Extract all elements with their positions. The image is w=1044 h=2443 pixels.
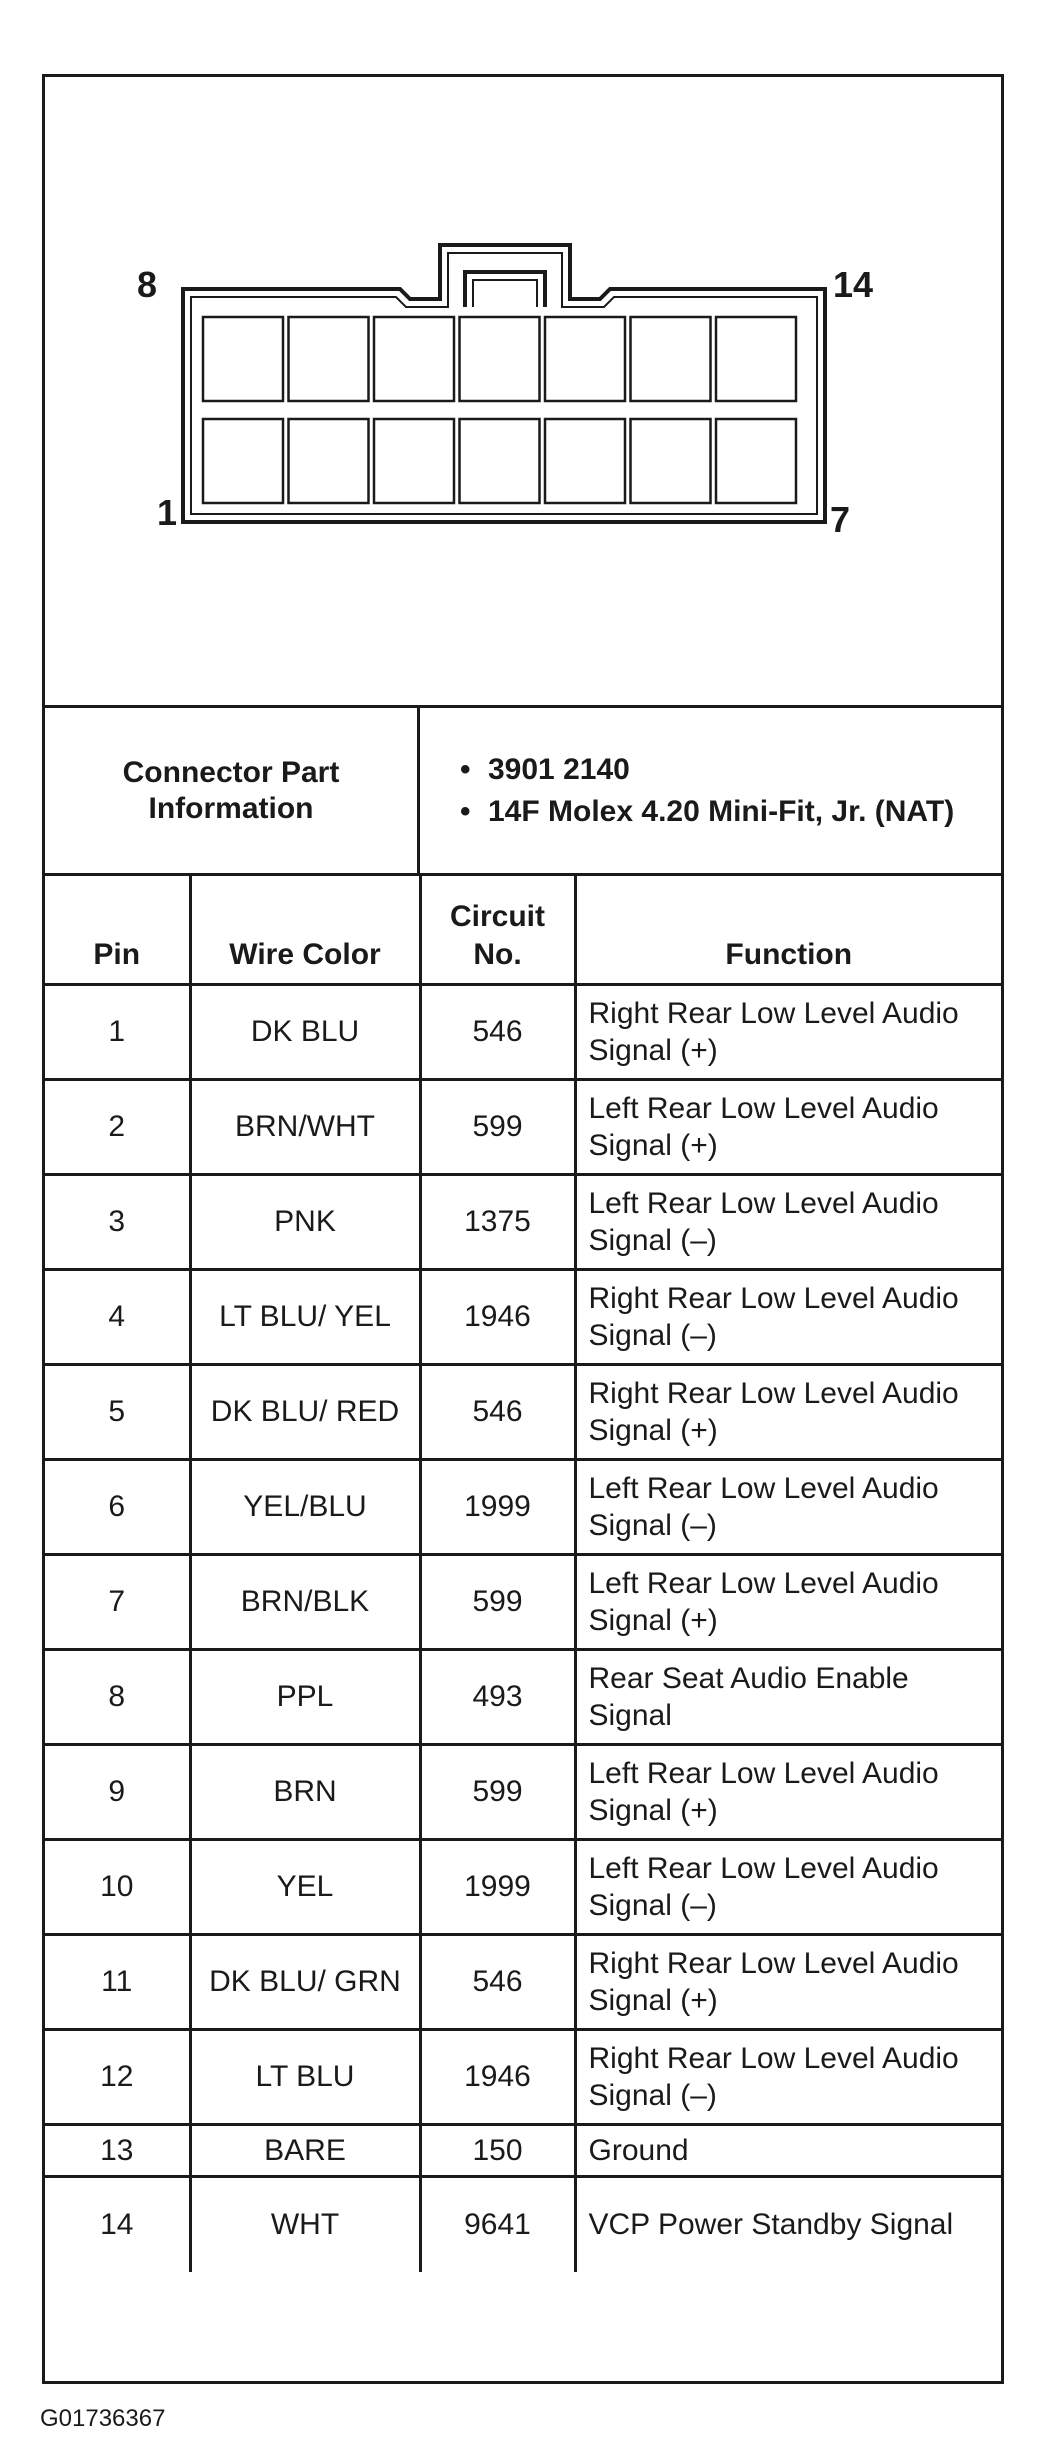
table-row [45,1935,1001,2030]
cell-circuit-no: 599 [420,1080,575,1175]
cell-wire-color: LT BLU/ YEL [190,1270,420,1365]
cell-function: Left Rear Low Level Audio Signal (–) [575,1175,1001,1270]
connector-inner-outline [191,253,817,514]
pin-cavity [716,317,796,401]
cell-pin: 6 [45,1460,190,1555]
cell-pin: 5 [45,1365,190,1460]
cell-function: Left Rear Low Level Audio Signal (+) [575,1745,1001,1840]
cell-circuit-no: 1999 [420,1840,575,1935]
cell-wire-color: PNK [190,1175,420,1270]
cell-wire-color: BRN/BLK [190,1555,420,1650]
cell-wire-color: DK BLU/ GRN [190,1935,420,2030]
table-row [45,2177,1001,2272]
connector-outline [183,245,825,522]
cell-circuit-no: 150 [420,2125,575,2177]
cell-circuit-no: 9641 [420,2177,575,2272]
table-row [45,1460,1001,1555]
cell-wire-color: DK BLU [190,985,420,1080]
cell-circuit-no: 1946 [420,1270,575,1365]
cell-circuit-no: 599 [420,1555,575,1650]
table-row [45,1555,1001,1650]
pin-label-7: 7 [830,499,851,540]
pin-cavity [545,419,625,503]
cell-pin: 8 [45,1650,190,1745]
pin-cavity [716,419,796,503]
connector-face-drawing [45,77,1001,705]
connector-part-info-label: Connector Part Information [45,708,420,873]
cell-pin: 4 [45,1270,190,1365]
table-row [45,985,1001,1080]
cell-pin: 9 [45,1745,190,1840]
cell-function: Right Rear Low Level Audio Signal (+) [575,985,1001,1080]
cell-circuit-no: 1946 [420,2030,575,2125]
pin-cavity [460,419,540,503]
pin-cavity [631,317,711,401]
cell-function: Right Rear Low Level Audio Signal (–) [575,2030,1001,2125]
cell-pin: 13 [45,2125,190,2177]
cell-circuit-no: 1999 [420,1460,575,1555]
cell-wire-color: BRN/WHT [190,1080,420,1175]
pin-cavity [545,317,625,401]
cell-pin: 11 [45,1935,190,2030]
cell-pin: 14 [45,2177,190,2272]
cell-pin: 2 [45,1080,190,1175]
table-row [45,1175,1001,1270]
pin-label-8: 8 [137,264,158,305]
connector-part-info [45,708,1001,876]
table-row [45,2030,1001,2125]
cell-circuit-no: 1375 [420,1175,575,1270]
figure-id: G01736367 [40,2405,166,2432]
pin-cavity [374,419,454,503]
cell-function: Rear Seat Audio Enable Signal [575,1650,1001,1745]
header-pin: Pin [45,873,190,985]
connector-part-info-values [420,708,1001,873]
cell-circuit-no: 546 [420,1935,575,2030]
cell-wire-color: YEL/BLU [190,1460,420,1555]
pin-cavity [203,419,283,503]
pin-cavity [289,419,369,503]
table-row [45,1840,1001,1935]
cell-function: Right Rear Low Level Audio Signal (+) [575,1365,1001,1460]
header-function: Function [575,873,1001,985]
pin-label-14: 14 [833,264,874,305]
cell-function: Left Rear Low Level Audio Signal (+) [575,1080,1001,1175]
table-row [45,1365,1001,1460]
table-row [45,2125,1001,2177]
cell-wire-color: PPL [190,1650,420,1745]
header-wire-color: Wire Color [190,873,420,985]
table-row [45,1080,1001,1175]
table-row [45,1650,1001,1745]
table-row [45,1270,1001,1365]
cell-function: Left Rear Low Level Audio Signal (–) [575,1840,1001,1935]
cell-function: Ground [575,2125,1001,2177]
header-circuit-no: Circuit No. [420,873,575,985]
cell-function: Left Rear Low Level Audio Signal (–) [575,1460,1001,1555]
connector-diagram [45,77,1001,708]
pin-cavity [460,317,540,401]
cell-wire-color: BRN [190,1745,420,1840]
cell-wire-color: YEL [190,1840,420,1935]
connector-latch-inner [473,280,537,307]
cell-circuit-no: 546 [420,985,575,1080]
connector-sheet [42,74,1004,2384]
cell-pin: 1 [45,985,190,1080]
cell-wire-color: LT BLU [190,2030,420,2125]
pin-table-header [45,873,1001,985]
cell-wire-color: DK BLU/ RED [190,1365,420,1460]
connector-latch [465,272,545,307]
pin-cavity [374,317,454,401]
pin-cavity [289,317,369,401]
pin-label-1: 1 [157,492,178,533]
pin-table [45,873,1001,2272]
connector-type: • 14F Molex 4.20 Mini-Fit, Jr. (NAT) [460,793,1001,831]
cell-wire-color: BARE [190,2125,420,2177]
table-row [45,1745,1001,1840]
cell-wire-color: WHT [190,2177,420,2272]
cell-circuit-no: 546 [420,1365,575,1460]
pin-cavities [203,317,796,503]
cell-function: Left Rear Low Level Audio Signal (+) [575,1555,1001,1650]
pin-cavity [631,419,711,503]
cell-pin: 7 [45,1555,190,1650]
cell-function: Right Rear Low Level Audio Signal (–) [575,1270,1001,1365]
cell-pin: 3 [45,1175,190,1270]
cell-circuit-no: 493 [420,1650,575,1745]
cell-function: Right Rear Low Level Audio Signal (+) [575,1935,1001,2030]
cell-function: VCP Power Standby Signal [575,2177,1001,2272]
part-number: • 3901 2140 [460,751,1001,789]
cell-pin: 10 [45,1840,190,1935]
cell-circuit-no: 599 [420,1745,575,1840]
pin-cavity [203,317,283,401]
cell-pin: 12 [45,2030,190,2125]
